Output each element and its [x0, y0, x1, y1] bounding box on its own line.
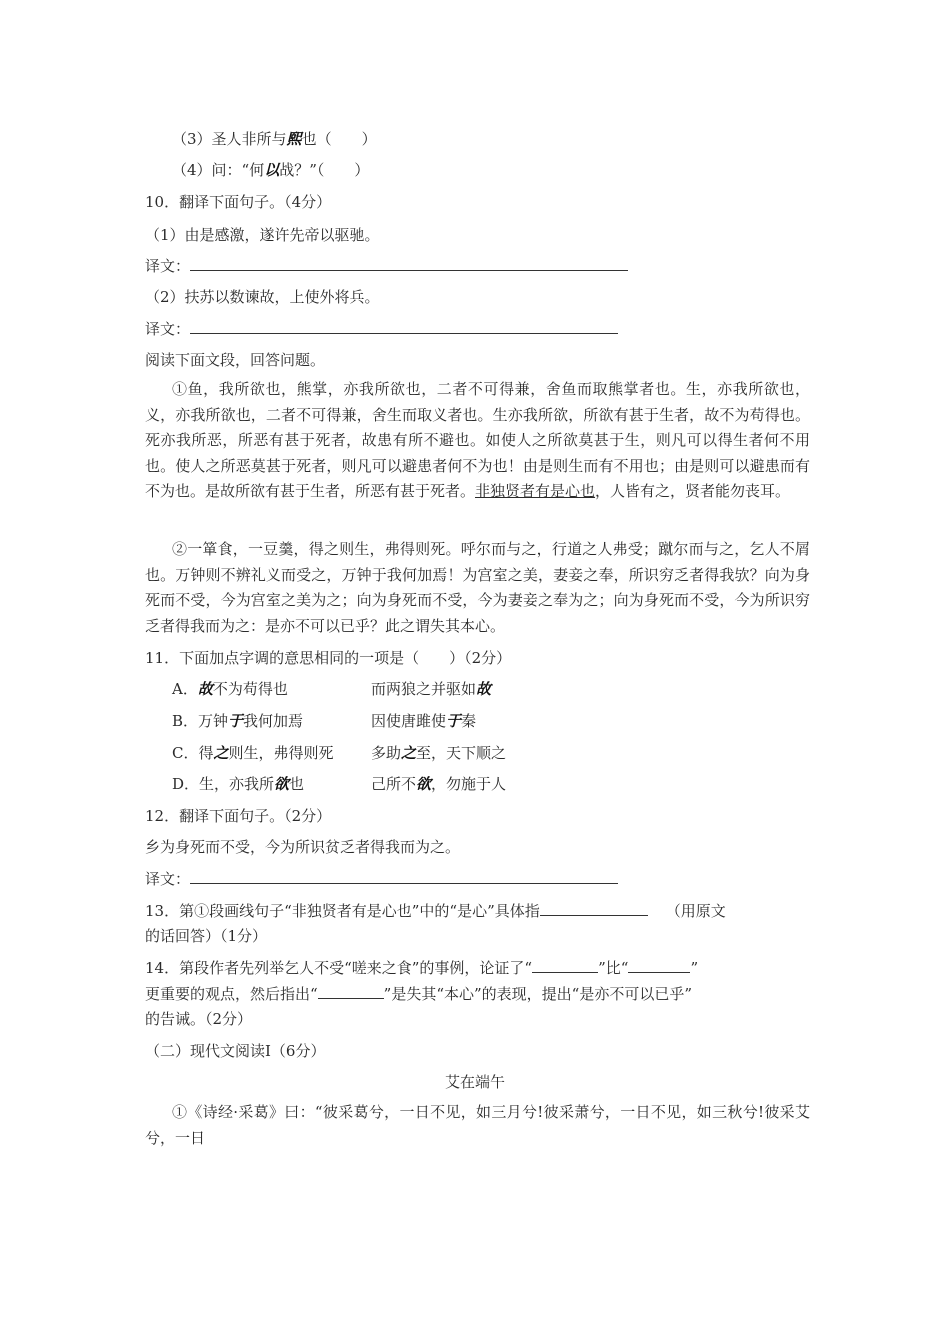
q11-option-a-left: A．故不为苟得也 [172, 680, 288, 698]
modern-section-title: （二）现代文阅读Ⅰ（6分） [145, 1042, 326, 1060]
answer-line[interactable] [190, 319, 618, 334]
q14-blank-1[interactable] [532, 958, 598, 973]
q12-title: 12．翻译下面句子。（2分） [145, 807, 332, 825]
q11-option-a-right: 而两狼之并驱如故 [371, 680, 492, 698]
article-title: 艾在端午 [444, 1073, 505, 1091]
underlined-sentence: 非独贤者有是心也 [475, 482, 596, 501]
q9-item-4-tail: 战？”（ ） [279, 161, 370, 179]
q14-line-3: 的告诫。（2分） [145, 1010, 253, 1028]
q9-item-4 [172, 160, 369, 180]
q11-title: 11．下面加点字调的意思相同的一项是（ ）（2分） [145, 649, 512, 667]
q11-option-b-left: B．万钟于我何加焉 [172, 712, 304, 730]
q13-answer-line[interactable] [540, 901, 648, 916]
q11-option-b-right: 因使唐雎使于秦 [371, 712, 477, 730]
q9-item-4-text: （4）问：“何 [172, 161, 265, 179]
q9-item-3-keyword: 熙 [286, 130, 302, 148]
q9-item-3-text: （3）圣人非所与 [172, 130, 287, 148]
q13-line-1: 13．第①段画线句子“非独贤者有是心也”中的“是心”具体指 （用原文 [145, 902, 726, 920]
answer-label: 译文： [145, 257, 191, 275]
q11-option-c-right: 多助之至，天下顺之 [371, 744, 507, 762]
q13-line-2: 的话回答）（1分） [145, 927, 268, 945]
q12-sentence: 乡为身死而不受，今为所识贫乏者得我而为之。 [145, 838, 461, 856]
paragraph-1-tail: ，人皆有之，贤者能勿丧耳。 [595, 482, 791, 501]
answer-line[interactable] [190, 256, 628, 271]
q14-blank-2[interactable] [628, 958, 690, 973]
answer-line[interactable] [190, 869, 618, 884]
answer-label: 译文： [145, 870, 191, 888]
answer-label: 译文： [145, 320, 191, 338]
q11-option-d-left: D．生，亦我所欲也 [172, 775, 305, 793]
q14-line-1: 14．第段作者先列举乞人不受“嗟来之食”的事例，论证了“ ”比“ ” [145, 959, 699, 977]
q9-item-3-tail: 也（ ） [301, 130, 377, 148]
q10-sentence-1: （1）由是感激，遂许先帝以驱驰。 [145, 226, 380, 244]
paragraph-2-text: ②一箪食，一豆羹，得之则生，弗得则死。呼尔而与之，行道之人弗受；蹴尔而与之，乞人不屑也。万钟则不辨礼义而受之，万钟于我何加焉！为宫室之美，妻妾之奉，所识穷乏者得我欤？向为身死而不受，今为宫室之美为之；向为身死而不受，今为妻妾之奉为之；向为身死而不受，今为所识穷乏者得我而为之：是亦不可以已乎？此之谓失其本心。 [145, 540, 810, 635]
q9-item-4-keyword: 以 [264, 161, 280, 179]
q11-option-d-right: 己所不欲，勿施于人 [371, 775, 507, 793]
reading-paragraph-2 [145, 537, 810, 639]
q11-option-c-left: C．得之则生，弗得则死 [172, 744, 334, 762]
q10-answer-2 [145, 319, 618, 339]
modern-paragraph-1-text: ①《诗经·采葛》曰：“彼采葛兮，一日不见，如三月兮!彼采萧兮，一日不见，如三秋兮!彼采艾兮，一日 [145, 1103, 810, 1147]
q10-answer-1 [145, 256, 628, 276]
q14-line-2: 更重要的观点，然后指出“ ”是失其“本心”的表现，提出“是亦不可以已乎” [145, 985, 693, 1003]
modern-paragraph-1 [145, 1100, 810, 1151]
reading-intro: 阅读下面文段，回答问题。 [145, 351, 326, 369]
q10-title: 10．翻译下面句子。（4分） [145, 193, 332, 211]
reading-paragraph-1 [145, 377, 810, 505]
q12-answer [145, 869, 618, 889]
q9-item-3 [172, 129, 377, 149]
q10-sentence-2: （2）扶苏以数谏故，上使外将兵。 [145, 288, 380, 306]
paragraph-1-text: ①鱼，我所欲也，熊掌，亦我所欲也，二者不可得兼，舍鱼而取熊掌者也。生，亦我所欲也，义，亦我所欲也，二者不可得兼，舍生而取义者也。生亦我所欲，所欲有甚于生者，故不为苟得也。死亦我所恶，所恶有甚于死者，故患有所不避也。如使人之所欲莫甚于生，则凡可以得生者何不用也。使人之所恶莫甚于死者，则凡可以避患者何不为也！由是则生而有不用也；由是则可以避患而有不为也。是故所欲有甚于生者，所恶有甚于死者。 [145, 380, 810, 501]
q14-blank-3[interactable] [318, 984, 384, 999]
